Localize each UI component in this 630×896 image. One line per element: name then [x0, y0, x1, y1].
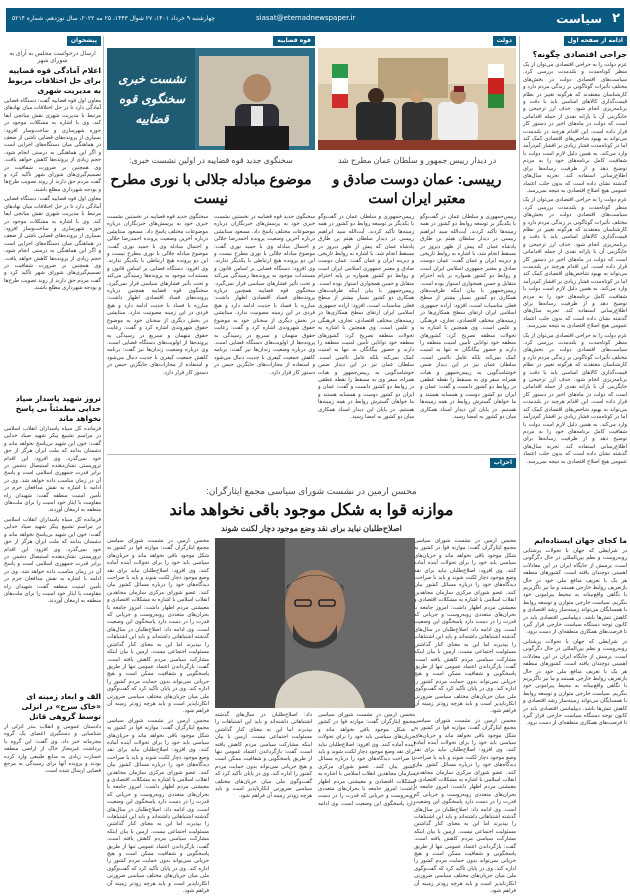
- article-body: [107, 538, 209, 895]
- photo-svg: [318, 48, 516, 150]
- article-headline: رییسی: عمان دوست صادق و معتبر ایران است: [332, 171, 502, 206]
- section-tag: دولت: [493, 36, 516, 46]
- article-headline: موضوع مبادله جلالی با نوری مطرح نیست: [110, 171, 312, 206]
- article-paragraph: عزم دولت را به جراحی اقتصادی می‌توان از یک منظر کوتاه‌مدت و بلندمدت بررسی کرد. سیاست‌های اقتصادی دولت در بخش‌های مختلف تأثیرات گوناگونی بر زندگی مردم دارد و کارشناسان معتقدند که هرگونه تغییر در نظام قیمت‌گذاری کالاهای اساسی باید با دقت و برنامه‌ریزی انجام شود. حذف ارز ترجیحی و جایگزینی آن با یارانه نقدی از جمله اقداماتی است که دولت در ماه‌های اخیر در دستور کار قرار داده است. این اقدام هرچند در بلندمدت می‌تواند به بهبود شاخص‌های اقتصادی کمک کند اما در کوتاه‌مدت فشار زیادی بر اقشار کم‌درآمد وارد می‌کند. به همین دلیل لازم است دولت با شفافیت کامل برنامه‌های خود را به مردم توضیح دهد و از ظرفیت رسانه‌ها برای اطلاع‌رسانی استفاده کند. تجربه سال‌های گذشته نشان داده است که بدون جلب اعتماد عمومی هیچ اصلاح اقتصادی به نتیجه نمی‌رسد.: [523, 332, 627, 465]
- article-paragraph: سخنگوی جدید قوه قضاییه در نخستین نشست خبری خود به پرسش‌های خبرنگاران درباره موضوعات مختلف پاسخ داد. مسعود ستایشی درباره آخرین وضعیت پرونده احمدرضا جلالی و احتمال مبادله وی با حمید نوری گفت: موضوع مبادله جلالی با نوری مطرح نیست و این دو پرونده هیچ ارتباطی با یکدیگر ندارند. وی افزود: دستگاه قضایی بر اساس قانون و مستندات موجود به پرونده‌ها رسیدگی می‌کند و تحت تأثیر فشارهای سیاسی قرار نمی‌گیرد. سخنگوی قوه قضاییه همچنین درباره پرونده‌های فساد اقتصادی اظهار داشت: مبارزه با فساد با جدیت ادامه دارد و هیچ فردی در این زمینه مصونیت ندارد. ستایشی در بخش دیگری از سخنان خود به موضوع حقوق شهروندی اشاره کرد و گفت: رعایت حقوق متهمان و تسریع در رسیدگی به پرونده‌ها از اولویت‌های دستگاه قضایی است. وی درباره وضعیت زندان‌ها نیز گفت: برنامه کاهش جمعیت کیفری با جدیت دنبال می‌شود و استفاده از مجازات‌های جایگزین حبس در دستور کار قرار دارد.: [214, 214, 315, 376]
- article-headline: ما کجای جهان ایستاده‌ایم: [534, 536, 627, 545]
- assembly-article: [107, 454, 516, 895]
- date-line: چهارشنبه ۹ خرداد ۱۴۰۱، ۲۷ شوال ۱۴۴۳، ۲۵ مه ۲۰۲۲، سال نوزدهم، شماره ۵۲۱۴: [12, 15, 216, 22]
- article-paragraph: عزم دولت را به جراحی اقتصادی می‌توان از یک منظر کوتاه‌مدت و بلندمدت بررسی کرد. سیاست‌های اقتصادی دولت در بخش‌های مختلف تأثیرات گوناگونی بر زندگی مردم دارد و کارشناسان معتقدند که هرگونه تغییر در نظام قیمت‌گذاری کالاهای اساسی باید با دقت و برنامه‌ریزی انجام شود. حذف ارز ترجیحی و جایگزینی آن با یارانه نقدی از جمله اقداماتی است که دولت در ماه‌های اخیر در دستور کار قرار داده است. این اقدام هرچند در بلندمدت می‌تواند به بهبود شاخص‌های اقتصادی کمک کند اما در کوتاه‌مدت فشار زیادی بر اقشار کم‌درآمد وارد می‌کند. به همین دلیل لازم است دولت با شفافیت کامل برنامه‌های خود را به مردم توضیح دهد و از ظرفیت رسانه‌ها برای اطلاع‌رسانی استفاده کند. تجربه سال‌های گذشته نشان داده است که بدون جلب اعتماد عمومی هیچ اصلاح اقتصادی به نتیجه نمی‌رسد.: [523, 62, 627, 194]
- armin-portrait-photo: [215, 538, 415, 708]
- article-paragraph: محسن ارمین در نشست شورای سیاسی مجمع ایثارگران گفت: موازنه قوا در کشور به شکل موجود باقی نخواهد ماند و جریان‌های سیاسی باید خود را برای تحولات آینده آماده کنند. وی افزود: اصلاح‌طلبان نباید برای نقد وضع موجود دچار لکنت شوند و باید با صراحت دیدگاه‌های خود را درباره مسائل کشور بیان کنند. عضو شورای مرکزی سازمان مجاهدین انقلاب اسلامی با اشاره به مشکلات اقتصادی و معیشتی مردم اظهار داشت: امروز جامعه با بحران‌های متعددی روبه‌روست و جریانی که قدرت را در دست دارد پاسخگوی این وضعیت است. وی ادامه داد: اصلاح‌طلبان در سال‌های گذشته اشتباهاتی داشته‌اند و باید این اشتباهات را بپذیرند اما این به معنای کنار گذاشتن مسئولیت اجتماعی نیست. ارمین با بیان اینکه مشارکت سیاسی مردم کاهش یافته است، گفت: بازگرداندن اعتماد عمومی تنها از طریق پاسخگویی و شفافیت ممکن است و هیچ جریانی نمی‌تواند بدون حمایت مردم کشور را اداره کند. وی در پایان تأکید کرد که گفت‌وگوی ملی میان جریان‌های مختلف سیاسی ضرورتی انکارناپذیر است و باید هرچه زودتر زمینه آن فراهم شود.: [107, 717, 209, 895]
- article-headline: جراحی اقتصادی چگونه؟: [532, 50, 627, 59]
- article-paragraph: در شرایطی که جهان با تحولات پرشتابی روبه‌روست و نظم بین‌المللی در حال دگرگونی است، پرسش از جایگاه ایران در این معادلات اهمیتی دوچندان یافته است. کشورهای منطقه هر یک با تعریف منافع ملی خود در حال بازتعریف روابط خارجی هستند و ما نیز ناگزیریم با نگاهی واقع‌بینانه به محیط پیرامونی خود بنگریم. سیاست خارجی متوازن و توسعه روابط با همسایگان می‌تواند زمینه‌ساز رشد اقتصادی و کاهش تنش‌ها باشد. دیپلماسی اقتصادی باید در کانون توجه دستگاه سیاست خارجی قرار گیرد تا فرصت‌های همکاری منطقه‌ای از دست نرود.: [523, 638, 627, 727]
- article-paragraph: معاون اول قوه قضاییه گفت: دستگاه قضایی آمادگی دارد تا در حل اختلافات میان نهادهای مرتبط با مدیریت شهری نقش میانجی ایفا کند. وی با اشاره به مشکلات موجود در حوزه شهرسازی و ساخت‌وساز افزود: بسیاری از پرونده‌های قضایی ناشی از ضعف در هماهنگی میان دستگاه‌های اجرایی است و اگر این هماهنگی به درستی انجام شود، حجم زیادی از پرونده‌ها کاهش خواهد یافت. وی همچنین بر ضرورت شفافیت در تصمیم‌گیری‌های شورای شهر تأکید کرد و گفت مردم حق دارند از روند تصویب طرح‌ها و بودجه شهرداری مطلع باشند.: [4, 98, 101, 193]
- photo-svg: [215, 538, 415, 708]
- article-paragraph: محسن ارمین در نشست شورای سیاسی مجمع ایثارگران گفت: موازنه قوا در کشور به شکل موجود باقی نخواهد ماند و جریان‌های سیاسی باید خود را برای تحولات آینده آماده کنند. وی افزود: اصلاح‌طلبان نباید برای نقد وضع موجود دچار لکنت شوند و باید با صراحت دیدگاه‌های خود را درباره مسائل کشور بیان کنند. عضو شورای مرکزی سازمان مجاهدین انقلاب اسلامی با اشاره به مشکلات اقتصادی و معیشتی مردم اظهار داشت: امروز جامعه با بحران‌های متعددی روبه‌روست و جریانی که قدرت را در دست دارد پاسخگوی این وضعیت است. وی ادامه داد: اصلاح‌طلبان در سال‌های گذشته اشتباهاتی داشته‌اند و باید این اشتباهات را بپذیرند اما این به معنای کنار گذاشتن مسئولیت اجتماعی نیست. ارمین با بیان اینکه مشارکت سیاسی مردم کاهش یافته است، گفت: بازگرداندن اعتماد عمومی تنها از طریق پاسخگویی و شفافیت ممکن است و هیچ جریانی نمی‌تواند بدون حمایت مردم کشور را اداره کند. وی در پایان تأکید کرد که گفت‌وگوی ملی میان جریان‌های مختلف سیاسی ضرورتی انکارناپذیر است و باید هرچه زودتر زمینه آن فراهم شود.: [414, 717, 516, 895]
- article-paragraph: محسن ارمین در نشست شورای سیاسی مجمع ایثارگران گفت: موازنه قوا در کشور به شکل موجود باقی نخواهد ماند و جریان‌های سیاسی باید خود را برای تحولات آینده آماده کنند. وی افزود: اصلاح‌طلبان نباید برای نقد وضع موجود دچار لکنت شوند و باید با صراحت دیدگاه‌های خود را درباره مسائل کشور بیان کنند. عضو شورای مرکزی سازمان مجاهدین انقلاب اسلامی با اشاره به مشکلات اقتصادی و معیشتی مردم اظهار داشت: امروز جامعه با بحران‌های متعددی روبه‌روست و جریانی که قدرت را در دست دارد پاسخگوی این وضعیت است. وی ادامه داد: اصلاح‌طلبان در سال‌های گذشته اشتباهاتی داشته‌اند و باید این اشتباهات را بپذیرند اما این به معنای کنار گذاشتن مسئولیت اجتماعی نیست. ارمین با بیان اینکه مشارکت سیاسی مردم کاهش یافته است، گفت: بازگرداندن اعتماد عمومی تنها از طریق پاسخگویی و شفافیت ممکن است و هیچ جریانی نمی‌تواند بدون حمایت مردم کشور را اداره کند. وی در پایان تأکید کرد که گفت‌وگوی ملی میان جریان‌های مختلف سیاسی ضرورتی انکارناپذیر است و باید هرچه زودتر زمینه آن فراهم شود.: [414, 538, 516, 715]
- article-body: [107, 214, 315, 446]
- left-column: [4, 36, 101, 818]
- article-paragraph: محسن ارمین در نشست شورای سیاسی مجمع ایثارگران گفت: موازنه قوا در کشور به شکل موجود باقی نخواهد ماند و جریان‌های سیاسی باید خود را برای تحولات آینده آماده کنند. وی افزود: اصلاح‌طلبان نباید برای نقد وضع موجود دچار لکنت شوند و باید با صراحت دیدگاه‌های خود را درباره مسائل کشور بیان کنند. عضو شورای مرکزی سازمان مجاهدین انقلاب اسلامی با اشاره به مشکلات اقتصادی و معیشتی مردم اظهار داشت: امروز جامعه با بحران‌های متعددی روبه‌روست و جریانی که قدرت را در دست دارد پاسخگوی این وضعیت است. وی ادامه داد: اصلاح‌طلبان در سال‌های گذشته اشتباهاتی داشته‌اند و باید این اشتباهات را بپذیرند اما این به معنای کنار گذاشتن مسئولیت اجتماعی نیست. ارمین با بیان اینکه مشارکت سیاسی مردم کاهش یافته است، گفت: بازگرداندن اعتماد عمومی تنها از طریق پاسخگویی و شفافیت ممکن است و هیچ جریانی نمی‌تواند بدون حمایت مردم کشور را اداره کند. وی در پایان تأکید کرد که گفت‌وگوی ملی میان جریان‌های مختلف سیاسی ضرورتی انکارناپذیر است و باید هرچه زودتر زمینه آن فراهم شود.: [215, 712, 415, 807]
- article-body: [523, 62, 627, 532]
- article-paragraph: عزم دولت را به جراحی اقتصادی می‌توان از یک منظر کوتاه‌مدت و بلندمدت بررسی کرد. سیاست‌های اقتصادی دولت در بخش‌های مختلف تأثیرات گوناگونی بر زندگی مردم دارد و کارشناسان معتقدند که هرگونه تغییر در نظام قیمت‌گذاری کالاهای اساسی باید با دقت و برنامه‌ریزی انجام شود. حذف ارز ترجیحی و جایگزینی آن با یارانه نقدی از جمله اقداماتی است که دولت در ماه‌های اخیر در دستور کار قرار داده است. این اقدام هرچند در بلندمدت می‌تواند به بهبود شاخص‌های اقتصادی کمک کند اما در کوتاه‌مدت فشار زیادی بر اقشار کم‌درآمد وارد می‌کند. به همین دلیل لازم است دولت با شفافیت کامل برنامه‌های خود را به مردم توضیح دهد و از ظرفیت رسانه‌ها برای اطلاع‌رسانی استفاده کند. تجربه سال‌های گذشته نشان داده است که بدون جلب اعتماد عمومی هیچ اصلاح اقتصادی به نتیجه نمی‌رسد.: [523, 197, 627, 330]
- article-headline: اعلام آمادگی قوه قضاییه برای حل اختلافات مربوط به مدیریت شهری: [7, 66, 101, 95]
- section-tag: ادامه از صفحه اول: [564, 36, 627, 46]
- article-paragraph: فرمانده کل سپاه پاسداران انقلاب اسلامی در مراسم تشییع پیکر شهید صیاد خدایی گفت: خون این شهید بی‌پاسخ نخواهد ماند و دشمنان بدانند که ملت ایران هرگز از حق خود نمی‌گذرد. وی افزود: این اقدام تروریستی نشان‌دهنده استیصال دشمن در برابر قدرت جمهوری اسلامی است و پاسخ آن در زمان مناسب داده خواهد شد. وی در ادامه با اشاره به نقش مدافعان حرم در تأمین امنیت منطقه گفت: شهیدان راه مقاومت با ایثار خود امنیت را برای ملت‌های منطقه به ارمغان آوردند.: [4, 426, 101, 514]
- article-kicker: ارسال درخواست مجلس به آرای به شورای شهر: [9, 51, 96, 64]
- column-divider: [519, 36, 520, 818]
- column-divider: [103, 36, 104, 818]
- article-body: [318, 214, 516, 446]
- article-paragraph: دادستان عمومی و انقلاب بندر انزلی از شناسایی و دستگیری اعضای یک گروه مجرمانه خبر داد. وی گفت: این گروه با برداشت غیرمجاز خاک از اراضی منطقه خسارت زیادی به منابع طبیعی وارد کرده بودند و پرونده آنها برای رسیدگی به مرجع قضایی ارسال شده است.: [4, 724, 101, 775]
- article-paragraph: رییس‌جمهوری و سلطان عمان در گفت‌وگو با یکدیگر بر توسعه روابط دو کشور در همه زمینه‌ها تأکید کردند. آیت‌الله سید ابراهیم رییسی در دیدار سلطان هیثم بن طارق پادشاه عمان که پیش از ظهر دیروز در مسقط انجام شد، با اشاره به روابط تاریخی و دیرینه ایران و عمان گفت: عمان دوست صادق و معتبر جمهوری اسلامی ایران است و روابط دو کشور همواره بر پایه احترام متقابل و حسن همجواری استوار بوده است. رییس‌جمهور با بیان اینکه ظرفیت‌های همکاری دو کشور بسیار بیشتر از سطح فعلی مناسبات است، افزود: اراده جمهوری اسلامی ایران ارتقای سطح همکاری‌ها در زمینه‌های مختلف اقتصادی، تجاری، فرهنگی و علمی است. وی همچنین با اشاره به تحولات منطقه تصریح کرد: کشورهای منطقه خود توانایی تأمین امنیت منطقه را دارند و حضور بیگانگان نه تنها به امنیت کمک نمی‌کند بلکه عامل ناامنی است. سلطان عمان نیز در این دیدار ضمن خوشامدگویی به رییس‌جمهور و هیات همراه، سفر وی به مسقط را نقطه عطفی در روابط دو کشور دانست و گفت: عمان و ایران دو کشور دوست و همسایه هستند و ما خواهان گسترش روابط در همه زمینه‌ها هستیم. در پایان این دیدار اسناد همکاری میان دو کشور به امضا رسید.: [420, 214, 516, 420]
- article-body: [4, 98, 101, 388]
- website-address[interactable]: siasat@etemadnewspaper.ir: [256, 14, 356, 22]
- article-kicker: سخنگوی جدید قوه قضاییه در اولین نشست خبری:: [129, 156, 293, 165]
- section-title: سیاست: [556, 12, 602, 26]
- section-tag: پیشخوان: [67, 36, 101, 46]
- article-headline: موازنه قوا به شکل موجود باقی نخواهد ماند: [169, 502, 454, 519]
- article-kicker: محسن ارمین در نشست شورای سیاسی مجمع ایثارگران:: [206, 486, 417, 496]
- right-column: [523, 36, 627, 818]
- article-body: [4, 426, 101, 686]
- oman-article: [318, 36, 516, 448]
- section-tag: احزاب: [490, 458, 516, 468]
- section-tag: قوه قضاییه: [273, 36, 315, 46]
- judiciary-article: [107, 36, 315, 448]
- article-paragraph: در شرایطی که جهان با تحولات پرشتابی روبه‌روست و نظم بین‌المللی در حال دگرگونی است، پرسش از جایگاه ایران در این معادلات اهمیتی دوچندان یافته است. کشورهای منطقه هر یک با تعریف منافع ملی خود در حال بازتعریف روابط خارجی هستند و ما نیز ناگزیریم با نگاهی واقع‌بینانه به محیط پیرامونی خود بنگریم. سیاست خارجی متوازن و توسعه روابط با همسایگان می‌تواند زمینه‌ساز رشد اقتصادی و کاهش تنش‌ها باشد. دیپلماسی اقتصادی باید در کانون توجه دستگاه سیاست خارجی قرار گیرد تا فرصت‌های همکاری منطقه‌ای از دست نرود.: [523, 548, 627, 636]
- oman-meeting-photo: [318, 48, 516, 150]
- article-paragraph: فرمانده کل سپاه پاسداران انقلاب اسلامی در مراسم تشییع پیکر شهید صیاد خدایی گفت: خون این شهید بی‌پاسخ نخواهد ماند و دشمنان بدانند که ملت ایران هرگز از حق خود نمی‌گذرد. وی افزود: این اقدام تروریستی نشان‌دهنده استیصال دشمن در برابر قدرت جمهوری اسلامی است و پاسخ آن در زمان مناسب داده خواهد شد. وی در ادامه با اشاره به نقش مدافعان حرم در تأمین امنیت منطقه گفت: شهیدان راه مقاومت با ایثار خود امنیت را برای ملت‌های منطقه به ارمغان آوردند.: [4, 516, 101, 605]
- article-paragraph: معاون اول قوه قضاییه گفت: دستگاه قضایی آمادگی دارد تا در حل اختلافات میان نهادهای مرتبط با مدیریت شهری نقش میانجی ایفا کند. وی با اشاره به مشکلات موجود در حوزه شهرسازی و ساخت‌وساز افزود: بسیاری از پرونده‌های قضایی ناشی از ضعف در هماهنگی میان دستگاه‌های اجرایی است و اگر این هماهنگی به درستی انجام شود، حجم زیادی از پرونده‌ها کاهش خواهد یافت. وی همچنین بر ضرورت شفافیت در تصمیم‌گیری‌های شورای شهر تأکید کرد و گفت مردم حق دارند از روند تصویب طرح‌ها و بودجه شهرداری مطلع باشند.: [4, 196, 101, 292]
- page-header-bar: [6, 8, 624, 32]
- article-paragraph: سخنگوی جدید قوه قضاییه در نخستین نشست خبری خود به پرسش‌های خبرنگاران درباره موضوعات مختلف پاسخ داد. مسعود ستایشی درباره آخرین وضعیت پرونده احمدرضا جلالی و احتمال مبادله وی با حمید نوری گفت: موضوع مبادله جلالی با نوری مطرح نیست و این دو پرونده هیچ ارتباطی با یکدیگر ندارند. وی افزود: دستگاه قضایی بر اساس قانون و مستندات موجود به پرونده‌ها رسیدگی می‌کند و تحت تأثیر فشارهای سیاسی قرار نمی‌گیرد. سخنگوی قوه قضاییه همچنین درباره پرونده‌های فساد اقتصادی اظهار داشت: مبارزه با فساد با جدیت ادامه دارد و هیچ فردی در این زمینه مصونیت ندارد. ستایشی در بخش دیگری از سخنان خود به موضوع حقوق شهروندی اشاره کرد و گفت: رعایت حقوق متهمان و تسریع در رسیدگی به پرونده‌ها از اولویت‌های دستگاه قضایی است. وی درباره وضعیت زندان‌ها نیز گفت: برنامه کاهش جمعیت کیفری با جدیت دنبال می‌شود و استفاده از مجازات‌های جایگزین حبس در دستور کار قرار دارد.: [107, 214, 208, 376]
- article-paragraph: رییس‌جمهوری و سلطان عمان در گفت‌وگو با یکدیگر بر توسعه روابط دو کشور در همه زمینه‌ها تأکید کردند. آیت‌الله سید ابراهیم رییسی در دیدار سلطان هیثم بن طارق پادشاه عمان که پیش از ظهر دیروز در مسقط انجام شد، با اشاره به روابط تاریخی و دیرینه ایران و عمان گفت: عمان دوست صادق و معتبر جمهوری اسلامی ایران است و روابط دو کشور همواره بر پایه احترام متقابل و حسن همجواری استوار بوده است. رییس‌جمهور با بیان اینکه ظرفیت‌های همکاری دو کشور بسیار بیشتر از سطح فعلی مناسبات است، افزود: اراده جمهوری اسلامی ایران ارتقای سطح همکاری‌ها در زمینه‌های مختلف اقتصادی، تجاری، فرهنگی و علمی است. وی همچنین با اشاره به تحولات منطقه تصریح کرد: کشورهای منطقه خود توانایی تأمین امنیت منطقه را دارند و حضور بیگانگان نه تنها به امنیت کمک نمی‌کند بلکه عامل ناامنی است. سلطان عمان نیز در این دیدار ضمن خوشامدگویی به رییس‌جمهور و هیات همراه، سفر وی به مسقط را نقطه عطفی در روابط دو کشور دانست و گفت: عمان و ایران دو کشور دوست و همسایه هستند و ما خواهان گسترش روابط در همه زمینه‌ها هستیم. در پایان این دیدار اسناد همکاری میان دو کشور به امضا رسید.: [318, 214, 414, 420]
- page-number: ۲: [612, 11, 620, 26]
- banner-text: نشست خبری سخنگوی قوه قضاییه: [118, 72, 186, 126]
- article-kicker: در دیدار رییس جمهور و سلطان عمان مطرح شد: [337, 156, 497, 165]
- article-body: [215, 712, 415, 816]
- article-subhead: اصلاح‌طلبان نباید برای نقد وضع موجود دچار لکنت شوند: [221, 524, 402, 533]
- press-conference-banner: [111, 56, 193, 142]
- article-divider: [107, 454, 516, 455]
- article-body: [4, 724, 101, 804]
- article-headline: الف و ابعاد زمینه ای «خاک سرخ» در انزلی توسط گروهی قاتل: [21, 692, 101, 721]
- article-body: [414, 538, 516, 895]
- article-body: [523, 548, 627, 828]
- article-paragraph: محسن ارمین در نشست شورای سیاسی مجمع ایثارگران گفت: موازنه قوا در کشور به شکل موجود باقی نخواهد ماند و جریان‌های سیاسی باید خود را برای تحولات آینده آماده کنند. وی افزود: اصلاح‌طلبان نباید برای نقد وضع موجود دچار لکنت شوند و باید با صراحت دیدگاه‌های خود را درباره مسائل کشور بیان کنند. عضو شورای مرکزی سازمان مجاهدین انقلاب اسلامی با اشاره به مشکلات اقتصادی و معیشتی مردم اظهار داشت: امروز جامعه با بحران‌های متعددی روبه‌روست و جریانی که قدرت را در دست دارد پاسخگوی این وضعیت است. وی ادامه داد: اصلاح‌طلبان در سال‌های گذشته اشتباهاتی داشته‌اند و باید این اشتباهات را بپذیرند اما این به معنای کنار گذاشتن مسئولیت اجتماعی نیست. ارمین با بیان اینکه مشارکت سیاسی مردم کاهش یافته است، گفت: بازگرداندن اعتماد عمومی تنها از طریق پاسخگویی و شفافیت ممکن است و هیچ جریانی نمی‌تواند بدون حمایت مردم کشور را اداره کند. وی در پایان تأکید کرد که گفت‌وگوی ملی میان جریان‌های مختلف سیاسی ضرورتی انکارناپذیر است و باید هرچه زودتر زمینه آن فراهم شود.: [107, 538, 209, 715]
- article-headline: تروز شهید پاسدار صیاد خدایی مطمئناً بی پاسخ نخواهد ماند: [15, 394, 101, 423]
